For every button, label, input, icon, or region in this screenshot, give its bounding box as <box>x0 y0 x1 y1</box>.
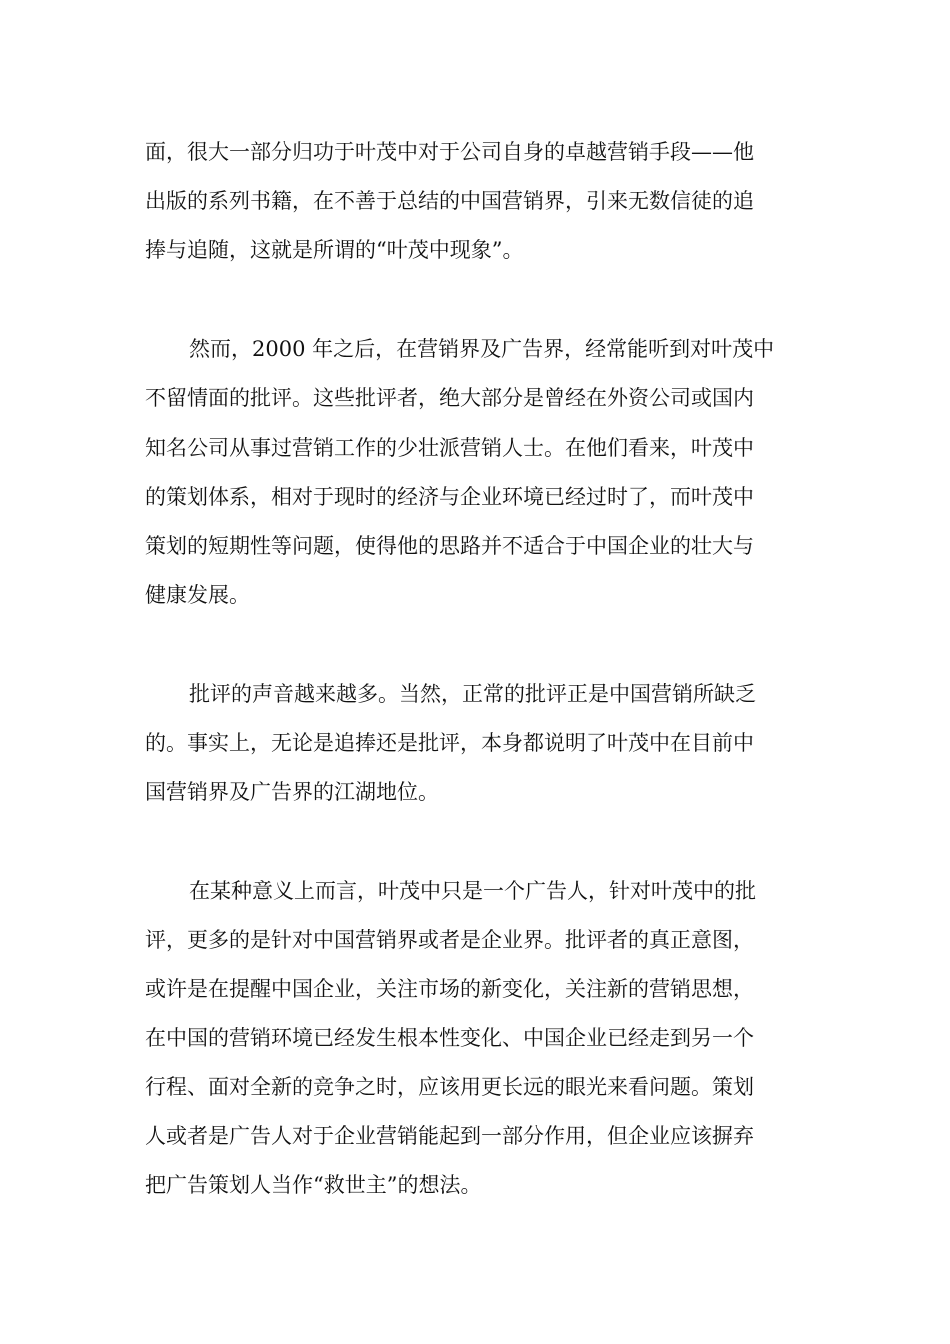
paragraph-3-line-3: 国营销界及广告界的江湖地位。 <box>145 780 439 804</box>
paragraph-2-line-1: 然而，2000 年之后，在营销界及广告界，经常能听到对叶茂中 <box>189 337 775 361</box>
paragraph-1-line-2: 出版的系列书籍，在不善于总结的中国营销界，引来无数信徒的追 <box>145 189 754 213</box>
paragraph-3-line-2: 的。事实上，无论是追捧还是批评，本身都说明了叶茂中在目前中 <box>145 731 754 755</box>
paragraph-4-line-7: 把广告策划人当作“救世主”的想法。 <box>145 1173 482 1197</box>
paragraph-2-line-4: 的策划体系，相对于现时的经济与企业环境已经过时了，而叶茂中 <box>145 485 754 509</box>
paragraph-4-line-2: 评，更多的是针对中国营销界或者是企业界。批评者的真正意图， <box>145 928 754 952</box>
paragraph-2-line-5: 策划的短期性等问题，使得他的思路并不适合于中国企业的壮大与 <box>145 534 754 558</box>
paragraph-4-line-3: 或许是在提醒中国企业，关注市场的新变化，关注新的营销思想， <box>145 977 754 1001</box>
paragraph-4-line-4: 在中国的营销环境已经发生根本性变化、中国企业已经走到另一个 <box>145 1026 754 1050</box>
paragraph-1-line-1: 面，很大一部分归功于叶茂中对于公司自身的卓越营销手段——他 <box>145 140 754 164</box>
paragraph-1-line-3: 捧与追随，这就是所谓的“叶茂中现象”。 <box>145 238 524 262</box>
paragraph-2-line-6: 健康发展。 <box>145 583 250 607</box>
paragraph-3-line-1: 批评的声音越来越多。当然，正常的批评正是中国营销所缺乏 <box>189 682 756 706</box>
paragraph-4-line-5: 行程、面对全新的竞争之时，应该用更长远的眼光来看问题。策划 <box>145 1075 754 1099</box>
paragraph-4-line-6: 人或者是广告人对于企业营销能起到一部分作用，但企业应该摒弃 <box>145 1124 754 1148</box>
paragraph-2-line-3: 知名公司从事过营销工作的少壮派营销人士。在他们看来，叶茂中 <box>145 436 754 460</box>
paragraph-2-line-2: 不留情面的批评。这些批评者，绝大部分是曾经在外资公司或国内 <box>145 386 754 410</box>
paragraph-4-line-1: 在某种意义上而言，叶茂中只是一个广告人，针对叶茂中的批 <box>189 879 756 903</box>
